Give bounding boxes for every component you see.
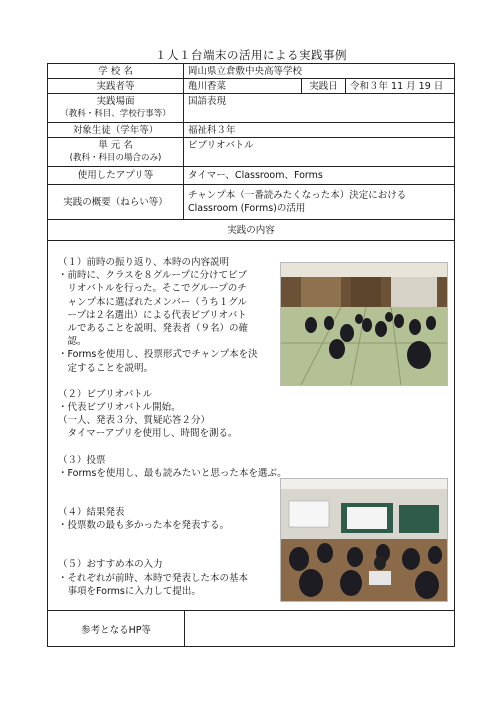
students-value: 福祉科３年 xyxy=(184,123,455,138)
section-1-line: ・前時に、クラスを８グループに分けてビブ xyxy=(58,270,247,282)
section-4-heading: （４）結果発表 xyxy=(58,507,125,519)
students-label: 対象生徒（学年等） xyxy=(48,123,184,138)
section-1-lines xyxy=(58,269,313,375)
section-4-line: ・投票数の最も多かった本を発表する。 xyxy=(58,520,230,532)
section-2-line: ・代表ビブリオバトル開始。 xyxy=(58,402,181,414)
practitioner-label: 実践者等 xyxy=(48,79,184,94)
reference-row xyxy=(47,610,455,647)
scene-sub-label: （教科・科目、学校行事等） xyxy=(60,109,171,119)
content-section xyxy=(47,235,455,611)
overview-label: 実践の概要（ねらい等） xyxy=(48,185,184,220)
section-5-heading: （５）おすすめ本の入力 xyxy=(58,559,163,571)
scene-row xyxy=(48,94,455,123)
classroom-screen-photo xyxy=(280,478,448,602)
section-5-line: ・それぞれが前時、本時で発表した本の基本 xyxy=(58,572,249,584)
reference-label: 参考となるHP等 xyxy=(48,611,185,646)
overview-row xyxy=(48,185,455,220)
section-2-heading: （２）ビブリオバトル xyxy=(58,388,153,400)
practitioner-row xyxy=(48,79,455,94)
apps-row xyxy=(48,167,455,185)
apps-label: 使用したアプリ等 xyxy=(48,167,184,185)
classroom-tatami-photo xyxy=(280,262,448,386)
section-1-line: ・Formsを使用し、投票形式でチャンプ本を決 xyxy=(58,349,258,361)
unit-label-cell xyxy=(48,138,184,167)
overview-line-1: チャンプ本（一番読みたくなった本）決定における xyxy=(188,190,407,201)
school-value: 岡山県立倉敷中央高等学校 xyxy=(184,64,455,79)
section-1-line: リオバトルを行った。そこでグループのチ xyxy=(58,283,247,295)
content-text xyxy=(58,243,313,598)
reference-value xyxy=(185,611,454,646)
scene-label-cell xyxy=(48,94,184,123)
school-label: 学 校 名 xyxy=(48,64,184,79)
students-row xyxy=(48,123,455,138)
apps-value: タイマー、Classroom、Forms xyxy=(184,167,455,185)
scene-label: 実践場面 xyxy=(96,96,135,107)
section-1-heading: （１）前時の振り返り、本時の内容説明 xyxy=(58,257,230,268)
section-2-line: タイマーアプリを使用し、時間を測る。 xyxy=(58,428,238,440)
overview-line-2: Classroom (Forms)の活用 xyxy=(188,203,306,214)
section-1-line: 定することを説明。 xyxy=(58,362,154,374)
school-row xyxy=(48,64,455,79)
section-2-line: （一人、発表３分、質疑応答２分） xyxy=(58,415,211,427)
scene-value: 国語表現 xyxy=(184,94,455,123)
section-1-line: 認。 xyxy=(58,336,87,348)
info-table xyxy=(47,63,455,241)
unit-sub-label: (教科・科目の場合のみ) xyxy=(69,153,162,163)
page-title: １人１台端末の活用による実践事例 xyxy=(155,48,347,62)
unit-label: 単 元 名 xyxy=(98,140,133,151)
overview-value-cell xyxy=(184,185,455,220)
content-header: 実践の内容 xyxy=(48,220,455,241)
section-1-line: ープは２名選出）による代表ビブリオバト xyxy=(58,309,247,321)
section-1-line: ルであることを説明、発表者（９名）の確 xyxy=(58,323,249,335)
practitioner-value: 亀川香菜 xyxy=(184,79,302,94)
unit-value: ビブリオバトル xyxy=(184,138,455,167)
date-label: 実践日 xyxy=(302,79,346,94)
date-value: 令和３年 11 月 19 日 xyxy=(346,79,455,94)
screen-photo-illustration xyxy=(281,479,447,601)
section-3-heading: （３）投票 xyxy=(58,454,106,466)
section-3-line: ・Formsを使用し、最も読みたいと思った本を選ぶ。 xyxy=(58,467,287,479)
unit-row xyxy=(48,138,455,167)
section-1-line: ャンプ本に選ばれたメンバー（うち１グル xyxy=(58,296,248,308)
section-5-line: 事項をFormsに入力して提出。 xyxy=(58,585,201,597)
tatami-photo-illustration xyxy=(281,263,447,385)
